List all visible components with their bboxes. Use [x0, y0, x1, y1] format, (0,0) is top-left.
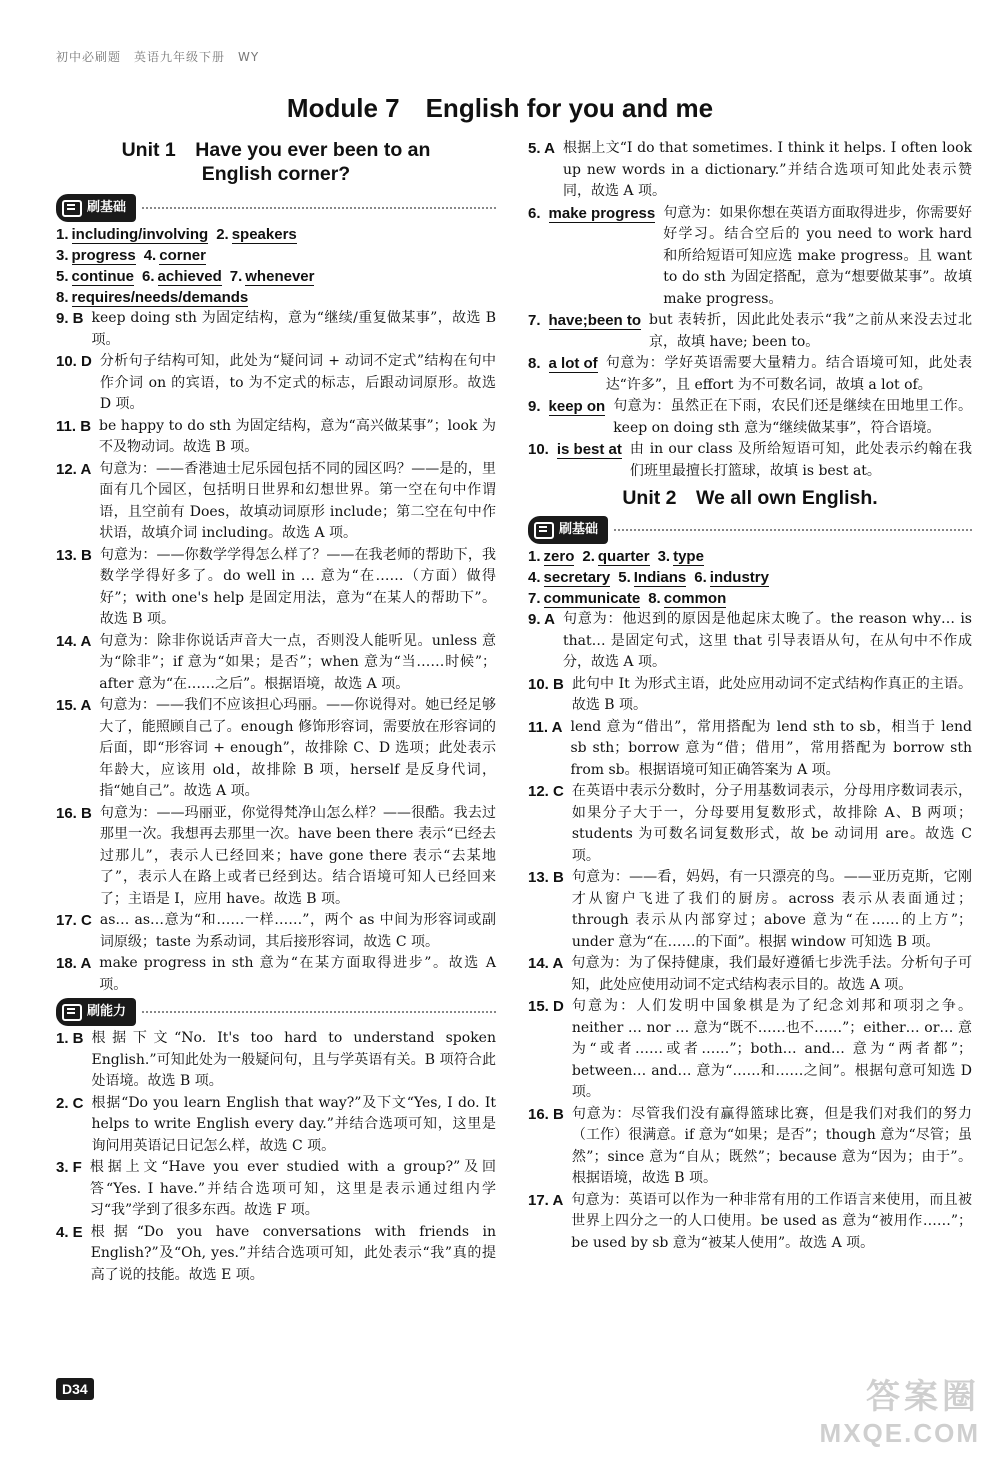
question-number: 5. A	[528, 140, 555, 157]
unit1-fill-answers	[56, 224, 496, 308]
answer-item	[528, 310, 972, 353]
question-number: 2.	[216, 226, 229, 243]
question-number: 10.	[528, 441, 549, 458]
question-number: 8.	[528, 355, 541, 372]
module-title: Module 7 English for you and me	[286, 93, 714, 123]
explanation-text: 根据上文“I do that sometimes. I think it helps. I often look up new words in a dictionary.”并结合选项可知此处表示赞同，故选 A 项。	[562, 140, 972, 199]
question-number: 7.	[528, 312, 541, 329]
answer-word: communicate	[543, 590, 641, 607]
unit2-fill-answers	[528, 546, 972, 609]
answer-item	[528, 781, 972, 867]
dotted-divider	[614, 529, 972, 531]
unit1-ability-answers-continued	[528, 138, 972, 482]
explanation-text: 句意为：为了保持健康，我们最好遵循七步洗手法。分析句子可知，此处应使用动词不定式结构表示目的。故选 A 项。	[571, 955, 972, 993]
section-basic-unit2	[528, 516, 972, 544]
question-number: 4.	[143, 247, 157, 264]
explanation-text: 句意为：虽然正在下雨，农民们还是继续在田地里工作。keep on doing sth 意为“继续做某事”，符合语境。	[613, 398, 972, 436]
dotted-divider	[142, 1011, 496, 1013]
question-number: 11. B	[56, 417, 92, 435]
question-number: 15. A	[56, 697, 92, 714]
unit1-ability-answers	[56, 1028, 496, 1286]
question-number: 9. B	[56, 310, 84, 327]
answer-word: zero	[543, 548, 575, 565]
answer-item	[528, 867, 972, 953]
answer-word: achieved	[157, 268, 222, 285]
explanation-text: 句意为：尽管我们没有赢得篮球比赛，但是我们对我们的努力（工作）很满意。if 意为“如果；是否”；though 意为“尽管；虽然”；since 意为“自从；既然”；because 意为“因为；由于”。根据语境，故选 B 项。	[571, 1105, 972, 1186]
fill-answer-line	[56, 266, 496, 287]
book-icon	[534, 522, 554, 539]
answer-word: speakers	[231, 226, 297, 243]
question-number: 9. A	[528, 611, 555, 628]
explanation-text: 句意为：——香港迪士尼乐园包括不同的园区吗？——是的，里面有几个园区，包括明日世界和幻想世界。第一空在句中作谓语，且空前有 Does，故填动词原形 include；第二空在句中作状语，故填介词 including。故选 A 项。	[99, 460, 496, 541]
explanation-text: 根据“Do you learn English that way?”及下文“Yes, I do. It helps to write English every day.”并结合选项可知，这里是询问用英语记日记怎么样，故选 C 项。	[91, 1094, 496, 1154]
question-number: 5.	[56, 268, 69, 285]
answer-word: type	[673, 548, 704, 565]
fill-answer-line	[528, 567, 972, 588]
answer-item	[528, 138, 972, 203]
question-number: 10. B	[528, 675, 564, 693]
answer-word: including/involving	[71, 226, 209, 243]
unit1-title-line1: Unit 1 Have you ever been to an	[121, 139, 431, 161]
question-number: 2. C	[56, 1094, 84, 1112]
section-ability-unit1	[56, 998, 496, 1026]
question-number: 13. B	[528, 869, 564, 886]
question-number: 2.	[582, 548, 595, 565]
section-badge-label: 刷基础	[87, 200, 127, 216]
left-column	[56, 138, 496, 1286]
book-icon	[62, 200, 82, 217]
fill-answer-line	[56, 224, 496, 245]
explanation-text: 根据下文“No. It's too hard to understand spoken English.”可知此处为一般疑问句，且与学英语有关。B 项符合此处语境。故选 B 项。	[91, 1030, 496, 1089]
explanation-text: 句意为：——我们不应该担心玛丽。——你说得对。她已经足够大了，能照顾自己了。enough 修饰形容词，需要放在形容词的后面，即“形容词 + enough”，故排除 C、D 选项；此处表示年龄大，应该用 old，故排除 B 项，herself 是反身代词，指“她自己”。故选 A 项。	[99, 697, 496, 799]
answer-word: progress	[71, 247, 136, 264]
question-number: 14. A	[528, 955, 564, 972]
book-icon	[62, 1004, 82, 1021]
question-number: 17. A	[528, 1191, 564, 1209]
answer-item	[56, 545, 496, 631]
answer-word: industry	[709, 569, 769, 586]
explanation-text: 在英语中表示分数时，分子用基数词表示，分母用序数词表示，如果分子大于一，分母要用复数形式，故排除 A、B 两项；students 为可数名词复数形式，故 be 动词用 are。故选 C 项。	[571, 783, 972, 864]
question-number: 9.	[528, 398, 541, 415]
explanation-text: 句意为：如果你想在英语方面取得进步，你需要好好学习。结合空后的 you need to work hard 和所给短语可知应选 make progress。且 want to do sth 为固定搭配，意为“想要做某事”。故填 make progress。	[663, 204, 972, 307]
watermark-line2: MXQE.COM	[819, 1418, 980, 1448]
answer-phrase: is best at	[556, 441, 622, 458]
section-badge	[528, 516, 608, 544]
explanation-text: 句意为：——看，妈妈，有一只漂亮的鸟。——亚历克斯，它刚才从窗户飞进了我们的厨房。across 表示从表面通过；through 表示从内部穿过；above 意为“在……的上方”；under 意为“在……的下面”。根据 window 可知选 B 项。	[571, 869, 972, 950]
fill-answer-line	[56, 287, 496, 308]
answer-word: corner	[159, 247, 206, 264]
question-number: 3. F	[56, 1159, 82, 1176]
section-badge	[56, 998, 136, 1026]
fill-answer-line	[528, 588, 972, 609]
explanation-text: lend 意为“借出”，常用搭配为 lend sth to sb，相当于 lend sb sth；borrow 意为“借；借用”，常用搭配为 borrow sth from sb。根据语境可知正确答案为 A 项。	[570, 718, 972, 778]
dotted-divider	[142, 207, 496, 209]
section-badge-label: 刷基础	[559, 522, 599, 538]
answer-item	[528, 674, 972, 717]
question-number: 4.	[528, 569, 541, 586]
right-column	[528, 138, 972, 1254]
question-number: 16. B	[528, 1105, 564, 1123]
answer-word: whenever	[245, 268, 315, 285]
answer-phrase: keep on	[548, 398, 606, 415]
unit1-choice-answers	[56, 308, 496, 996]
unit1-title	[56, 138, 496, 186]
question-number: 5.	[618, 569, 631, 586]
answer-item	[528, 1190, 972, 1255]
unit2-title: Unit 2 We all own English.	[622, 487, 878, 509]
question-number: 7.	[229, 268, 243, 285]
answer-word: Indians	[633, 569, 687, 586]
explanation-text: 句意为：人们发明中国象棋是为了纪念刘邦和项羽之争。neither … nor … 意为“既不……也不……”；either… or… 意为“或者……或者……”；both… and… 意为“两者都”；between… and… 意为“……和……之间”。根据句意可知选 D 项。	[571, 998, 972, 1100]
watermark-line1: 答案圈	[866, 1378, 980, 1416]
running-header: 初中必刷题 英语九年级下册 WY	[56, 50, 260, 64]
answer-word: secretary	[543, 569, 611, 586]
question-number: 6.	[528, 204, 541, 222]
explanation-text: 分析句子结构可知，此处为“疑问词 + 动词不定式”结构在句中作介词 on 的宾语，to 为不定式的标志，后跟动词原形。故选 D 项。	[99, 353, 496, 412]
page-number: D34	[56, 1378, 94, 1400]
answer-item	[528, 353, 972, 396]
question-number: 17. C	[56, 912, 92, 929]
explanation-text: 句意为：——玛丽亚，你觉得梵净山怎么样？——很酷。我去过那里一次。我想再去那里一次。have been there 表示“已经去过那儿”，表示人已经回来；have gone there 表示“去某地了”，表示人在路上或者已经到达。结合语境可知人已经回来了；主语是 I，应用 have。故选 B 项。	[99, 804, 496, 907]
question-number: 18. A	[56, 955, 92, 972]
question-number: 8.	[648, 590, 661, 607]
answer-item	[528, 396, 972, 439]
section-badge-label: 刷能力	[87, 1004, 127, 1020]
question-number: 16. B	[56, 804, 92, 822]
explanation-text: 此句中 It 为形式主语，此处应用动词不定式结构作真正的主语。故选 B 项。	[571, 675, 972, 713]
answer-item	[528, 203, 972, 311]
answer-word: requires/needs/demands	[71, 289, 249, 306]
explanation-text: be happy to do sth 为固定结构，意为“高兴做某事”；look 为不及物动词。故选 B 项。	[99, 417, 496, 455]
question-number: 13. B	[56, 546, 92, 564]
answer-item	[56, 1093, 496, 1158]
explanation-text: 由 in our class 及所给短语可知，此处表示约翰在我们班里最擅长打篮球，故填 is best at。	[629, 441, 972, 479]
question-number: 1.	[56, 226, 69, 243]
explanation-text: 句意为：学好英语需要大量精力。结合语境可知，此处表达“许多”，且 effort 为不可数名词，故填 a lot of。	[605, 355, 972, 393]
section-basic-unit1	[56, 194, 496, 222]
explanation-text: 句意为：英语可以作为一种非常有用的工作语言来使用，而且被世界上四分之一的人口使用。be used as 意为“被用作……”；be used by sb 意为“被某人使用”。故选 A 项。	[571, 1191, 972, 1251]
answer-item	[56, 459, 496, 545]
answer-item	[56, 1157, 496, 1222]
question-number: 3.	[657, 548, 671, 565]
question-number: 1. B	[56, 1030, 84, 1047]
answer-item	[56, 910, 496, 953]
unit1-title-line2: English corner?	[201, 163, 351, 185]
answer-item	[56, 308, 496, 351]
fill-answer-line	[528, 546, 972, 567]
answer-item	[528, 609, 972, 674]
answer-item	[528, 717, 972, 782]
explanation-text: 根据上文“Have you ever studied with a group?”及回答“Yes. I have.”并结合选项可知，这里是表示通过组内学习“我”学到了很多东西。故选 F 项。	[89, 1159, 496, 1218]
explanation-text: 句意为：他迟到的原因是他起床太晚了。the reason why… is that… 是固定句式，这里 that 引导表语从句，在从句中不作成分，故选 A 项。	[562, 611, 972, 670]
answer-word: quarter	[597, 548, 650, 565]
answer-word: common	[663, 590, 727, 607]
question-number: 12. A	[56, 460, 92, 478]
answer-item	[56, 803, 496, 911]
answer-item	[56, 695, 496, 803]
question-number: 15. D	[528, 998, 564, 1015]
answer-item	[528, 953, 972, 996]
question-number: 8.	[56, 289, 69, 306]
fill-answer-line	[56, 245, 496, 266]
explanation-text: 句意为：除非你说话声音大一点，否则没人能听见。unless 意为“除非”；if 意为“如果；是否”；when 意为“当……时候”；after 意为“在……之后”。根据语境，故选 A 项。	[99, 632, 496, 692]
question-number: 7.	[528, 590, 541, 607]
answer-item	[528, 439, 972, 482]
answer-item	[56, 953, 496, 996]
explanation-text: keep doing sth 为固定结构，意为“继续/重复做某事”，故选 B 项。	[91, 310, 496, 348]
answer-item	[56, 1222, 496, 1287]
answer-word: continue	[71, 268, 135, 285]
explanation-text: 根据“Do you have conversations with friends in English?”及“Oh, yes.”并结合选项可知，此处表示“我”真的提高了说的技能。故选 E 项。	[90, 1223, 496, 1283]
answer-item	[56, 351, 496, 416]
explanation-text: 句意为：——你数学学得怎么样了？——在我老师的帮助下，我数学学得好多了。do well in … 意为“在……（方面）做得好”；with one's help 是固定用法，意为“在某人的帮助下”。故选 B 项。	[99, 546, 496, 627]
answer-item	[528, 1104, 972, 1190]
question-number: 12. C	[528, 783, 564, 800]
unit2-choice-answers	[528, 609, 972, 1254]
question-number: 1.	[528, 548, 541, 565]
answer-item	[56, 1028, 496, 1093]
question-number: 10. D	[56, 353, 92, 370]
watermark-logo	[820, 1369, 980, 1449]
answer-phrase: have;been to	[548, 312, 642, 329]
answer-item	[528, 996, 972, 1104]
question-number: 11. A	[528, 718, 563, 736]
answer-phrase: make progress	[548, 204, 656, 222]
question-number: 6.	[694, 569, 707, 586]
answer-item	[56, 631, 496, 696]
answer-item	[56, 416, 496, 459]
section-badge	[56, 194, 136, 222]
question-number: 3.	[56, 247, 69, 264]
answer-phrase: a lot of	[548, 355, 598, 372]
question-number: 14. A	[56, 632, 92, 650]
explanation-text: as… as…意为“和……一样……”，两个 as 中间为形容词或副词原级；taste 为系动词，其后接形容词，故选 C 项。	[99, 912, 496, 950]
explanation-text: make progress in sth 意为“在某方面取得进步”。故选 A 项。	[99, 955, 496, 993]
explanation-text: but 表转折，因此此处表示“我”之前从来没去过北京，故填 have; been to。	[649, 312, 972, 350]
question-number: 6.	[142, 268, 155, 285]
question-number: 4. E	[56, 1223, 83, 1241]
